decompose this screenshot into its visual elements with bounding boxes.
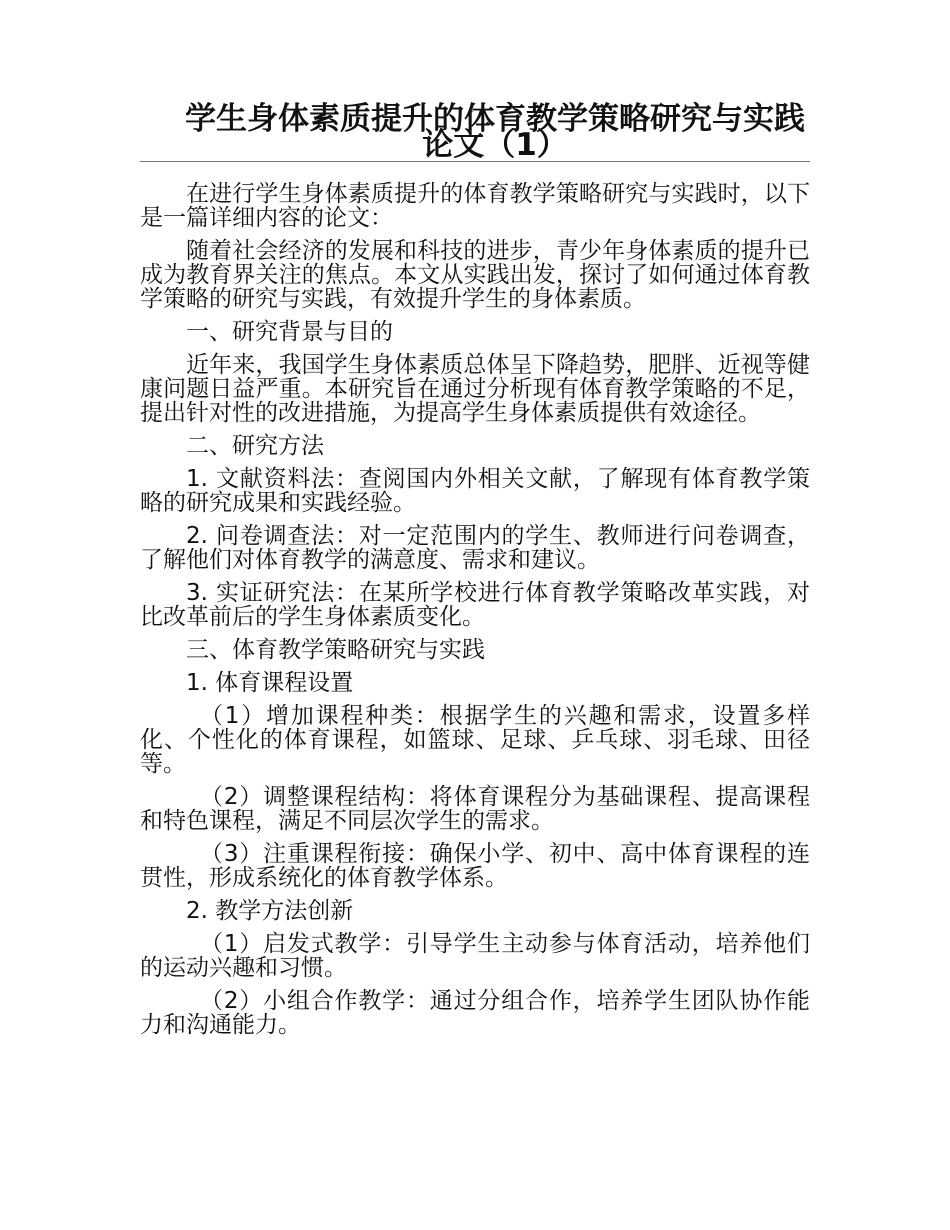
background-paragraph: 近年来，我国学生身体素质总体呈下降趋势，肥胖、近视等健康问题日益严重。本研究旨在通过分析现有体育教学策略的不足，提出针对性的改进措施，为提高学生身体素质提供有效途径。	[140, 352, 810, 426]
teaching-method-item-2: （2）小组合作教学：通过分组合作，培养学生团队协作能力和沟通能力。	[140, 988, 810, 1038]
section-heading-methods: 二、研究方法	[186, 433, 324, 459]
method-item-empirical: 3. 实证研究法：在某所学校进行体育教学策略改革实践，对比改革前后的学生身体素质变化。	[140, 580, 810, 630]
curriculum-item-2: （2）调整课程结构：将体育课程分为基础课程、提高课程和特色课程，满足不同层次学生的需求。	[140, 784, 810, 834]
abstract-paragraph: 随着社会经济的发展和科技的进步，青少年身体素质的提升已成为教育界关注的焦点。本文从实践出发，探讨了如何通过体育教学策略的研究与实践，有效提升学生的身体素质。	[140, 238, 810, 312]
teaching-method-item-1: （1）启发式教学：引导学生主动参与体育活动，培养他们的运动兴趣和习惯。	[140, 931, 810, 981]
document-title: 学生身体素质提升的体育教学策略研究与实践论文（1）	[185, 101, 805, 163]
method-item-literature: 1. 文献资料法：查阅国内外相关文献，了解现有体育教学策略的研究成果和实践经验。	[140, 466, 810, 516]
curriculum-item-3: （3）注重课程衔接：确保小学、初中、高中体育课程的连贯性，形成系统化的体育教学体系。	[140, 841, 810, 891]
section-heading-strategy: 三、体育教学策略研究与实践	[186, 637, 485, 663]
title-underline	[140, 161, 810, 162]
subheading-teaching-methods: 2. 教学方法创新	[186, 898, 354, 924]
curriculum-item-1: （1）增加课程种类：根据学生的兴趣和需求，设置多样化、个性化的体育课程，如篮球、足球、乒乓球、羽毛球、田径等。	[140, 703, 810, 777]
subheading-curriculum: 1. 体育课程设置	[186, 670, 354, 696]
section-heading-background: 一、研究背景与目的	[186, 319, 393, 345]
document-body	[140, 182, 810, 1046]
method-item-survey: 2. 问卷调查法：对一定范围内的学生、教师进行问卷调查，了解他们对体育教学的满意度、需求和建议。	[140, 523, 810, 573]
intro-paragraph: 在进行学生身体素质提升的体育教学策略研究与实践时，以下是一篇详细内容的论文：	[140, 181, 810, 231]
